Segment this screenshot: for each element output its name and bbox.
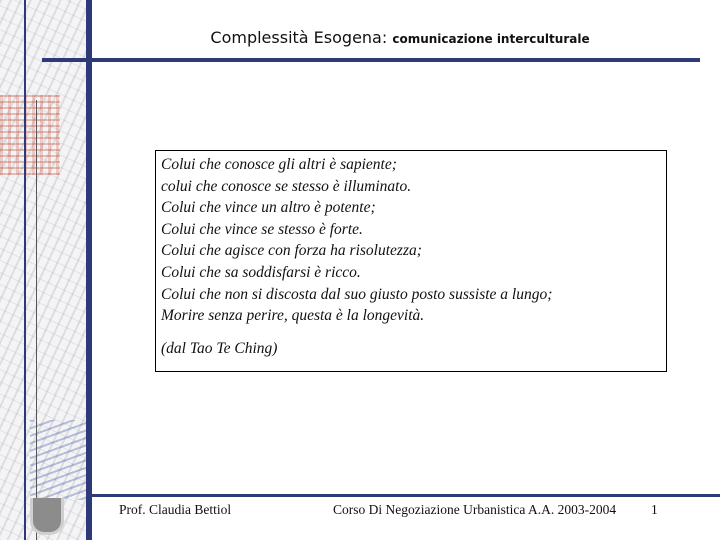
quote-box: [155, 150, 667, 372]
footer-course: Corso Di Negoziazione Urbanistica A.A. 2003-2004: [333, 502, 617, 517]
quote-line: colui che conosce se stesso è illuminato.: [161, 177, 412, 195]
left-vertical-bar: [86, 0, 92, 540]
map-blue-zone: [30, 420, 92, 500]
title-divider: [42, 58, 700, 62]
slide-title-sub: comunicazione interculturale: [392, 32, 590, 46]
quote-line: Colui che non si discosta dal suo giusto posto sussiste a lungo;: [161, 285, 553, 303]
quote-line: Morire senza perire, questa è la longevità.: [161, 307, 425, 325]
quote-attribution: (dal Tao Te Ching): [161, 339, 278, 357]
page-number: 1: [651, 502, 658, 517]
footer-author: Prof. Claudia Bettiol: [119, 502, 232, 517]
university-logo-icon: [30, 498, 64, 535]
map-vertical-line: [24, 0, 26, 540]
slide-title: [120, 28, 680, 47]
quote-line: Colui che vince se stesso è forte.: [161, 220, 363, 238]
decorative-map-strip: [0, 0, 92, 540]
map-vertical-line-thin: [36, 100, 37, 540]
quote-line: Colui che conosce gli altri è sapiente;: [161, 156, 397, 173]
quote-line: Colui che agisce con forza ha risolutezza;: [161, 242, 422, 260]
map-red-zone: [0, 95, 60, 175]
slide-title-main: Complessità Esogena:: [210, 28, 388, 47]
footer-divider: [92, 494, 720, 497]
quote-line: Colui che vince un altro è potente;: [161, 199, 376, 217]
quote-line: Colui che sa soddisfarsi è ricco.: [161, 263, 361, 281]
